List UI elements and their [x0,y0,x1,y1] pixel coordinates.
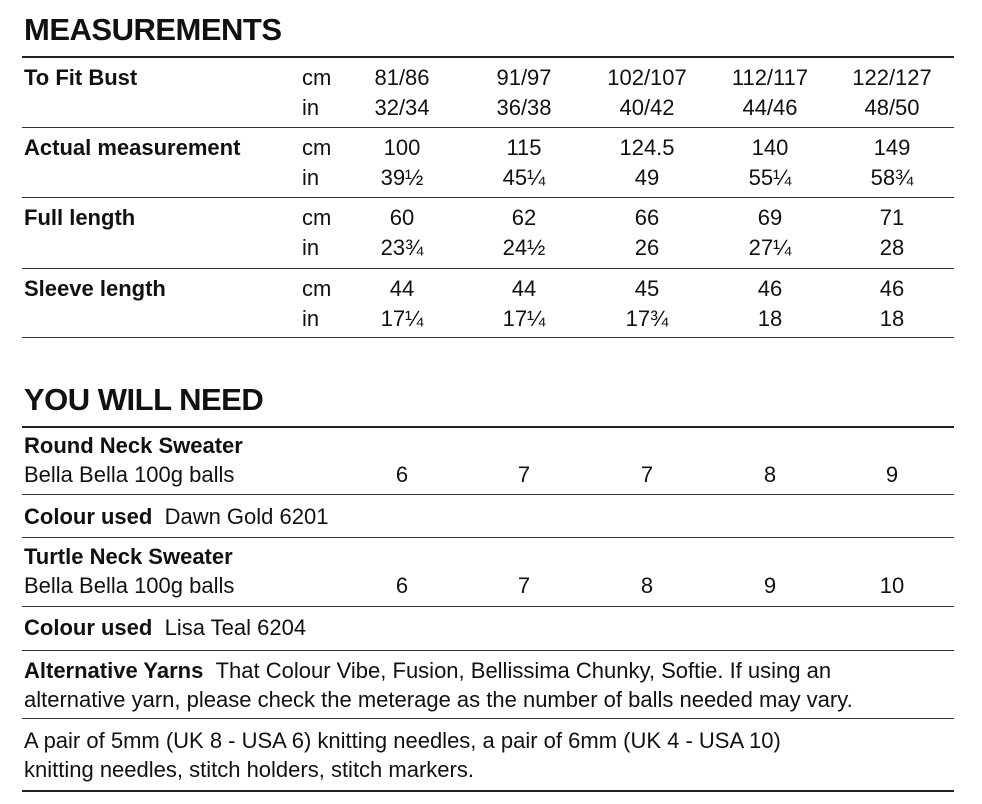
value-cell: 46 [879,276,905,301]
value-cell: 49 [634,165,660,190]
value-cell: 36/38 [496,95,552,120]
value-cell: 66 [634,205,660,230]
value-cell: 69 [757,205,783,230]
value-cell: 17¾ [625,306,669,331]
value-cell: 44 [389,276,415,301]
divider [22,268,954,269]
divider [22,494,954,495]
value-cell: 58¾ [870,165,914,190]
yarn-label: Bella Bella 100g balls [24,573,235,598]
value-cell: 115 [506,135,542,160]
divider [22,127,954,128]
divider [22,56,954,58]
value-cell: 17¼ [380,306,424,331]
value-cell: 23¾ [380,235,424,260]
ball-count: 10 [879,573,905,598]
unit-cm: cm [302,205,332,230]
value-cell: 122/127 [852,65,932,90]
ball-count: 7 [517,573,531,598]
unit-in: in [302,306,320,331]
ball-count: 8 [640,573,654,598]
row-label-actual-measurement: Actual measurement [24,135,241,160]
ball-count: 8 [763,462,777,487]
value-cell: 27¼ [748,235,792,260]
value-cell: 44/46 [742,95,798,120]
alternative-yarns-note: alternative yarn, please check the meterage as the number of balls needed may vary. [24,687,853,712]
value-cell: 60 [389,205,415,230]
divider [22,197,954,198]
alternative-yarns-label: Alternative Yarns [24,658,204,683]
value-cell: 18 [879,306,905,331]
value-cell: 91/97 [496,65,552,90]
value-cell: 46 [757,276,783,301]
ball-count: 7 [640,462,654,487]
value-cell: 17¼ [502,306,546,331]
yarn-label: Bella Bella 100g balls [24,462,235,487]
ball-count: 9 [763,573,777,598]
colour-value: Lisa Teal 6204 [164,615,307,640]
unit-cm: cm [302,65,332,90]
value-cell: 18 [757,306,783,331]
colour-used-line [24,504,328,530]
needles-line-2: knitting needles, stitch holders, stitch markers. [24,757,474,782]
ball-count: 6 [395,462,409,487]
value-cell: 81/86 [374,65,430,90]
row-label-to-fit-bust: To Fit Bust [24,65,138,90]
divider [22,718,954,719]
value-cell: 45¼ [502,165,546,190]
value-cell: 44 [511,276,537,301]
sweater-name-round-neck: Round Neck Sweater [24,433,243,458]
value-cell: 39½ [380,165,424,190]
value-cell: 40/42 [619,95,675,120]
colour-used-line [24,615,306,641]
value-cell: 62 [511,205,537,230]
ball-count: 9 [885,462,899,487]
you-will-need-title: YOU WILL NEED [24,382,264,417]
divider [22,650,954,651]
unit-cm: cm [302,276,332,301]
divider [22,790,954,792]
unit-in: in [302,165,320,190]
divider [22,426,954,428]
value-cell: 24½ [502,235,546,260]
row-label-full-length: Full length [24,205,136,230]
value-cell: 32/34 [374,95,430,120]
sweater-name-turtle-neck: Turtle Neck Sweater [24,544,233,569]
value-cell: 71 [879,205,905,230]
colour-used-label: Colour used [24,504,153,529]
divider [22,606,954,607]
divider [22,537,954,538]
value-cell: 100 [383,135,421,160]
value-cell: 48/50 [864,95,920,120]
needles-line-1: A pair of 5mm (UK 8 - USA 6) knitting needles, a pair of 6mm (UK 4 - USA 10) [24,728,781,753]
alternative-yarns-text: That Colour Vibe, Fusion, Bellissima Chunky, Softie. If using an [215,658,832,683]
measurements-title: MEASUREMENTS [24,12,282,47]
value-cell: 28 [879,235,905,260]
value-cell: 112/117 [731,65,809,90]
unit-in: in [302,95,320,120]
colour-used-label: Colour used [24,615,153,640]
value-cell: 124.5 [619,135,675,160]
value-cell: 26 [634,235,660,260]
value-cell: 45 [634,276,660,301]
value-cell: 140 [751,135,789,160]
ball-count: 6 [395,573,409,598]
value-cell: 55¼ [748,165,792,190]
alternative-yarns [24,656,944,714]
divider [22,337,954,338]
unit-cm: cm [302,135,332,160]
colour-value: Dawn Gold 6201 [164,504,329,529]
needles-requirements [24,726,944,784]
unit-in: in [302,235,320,260]
row-label-sleeve-length: Sleeve length [24,276,166,301]
value-cell: 149 [873,135,911,160]
value-cell: 102/107 [607,65,687,90]
ball-count: 7 [517,462,531,487]
